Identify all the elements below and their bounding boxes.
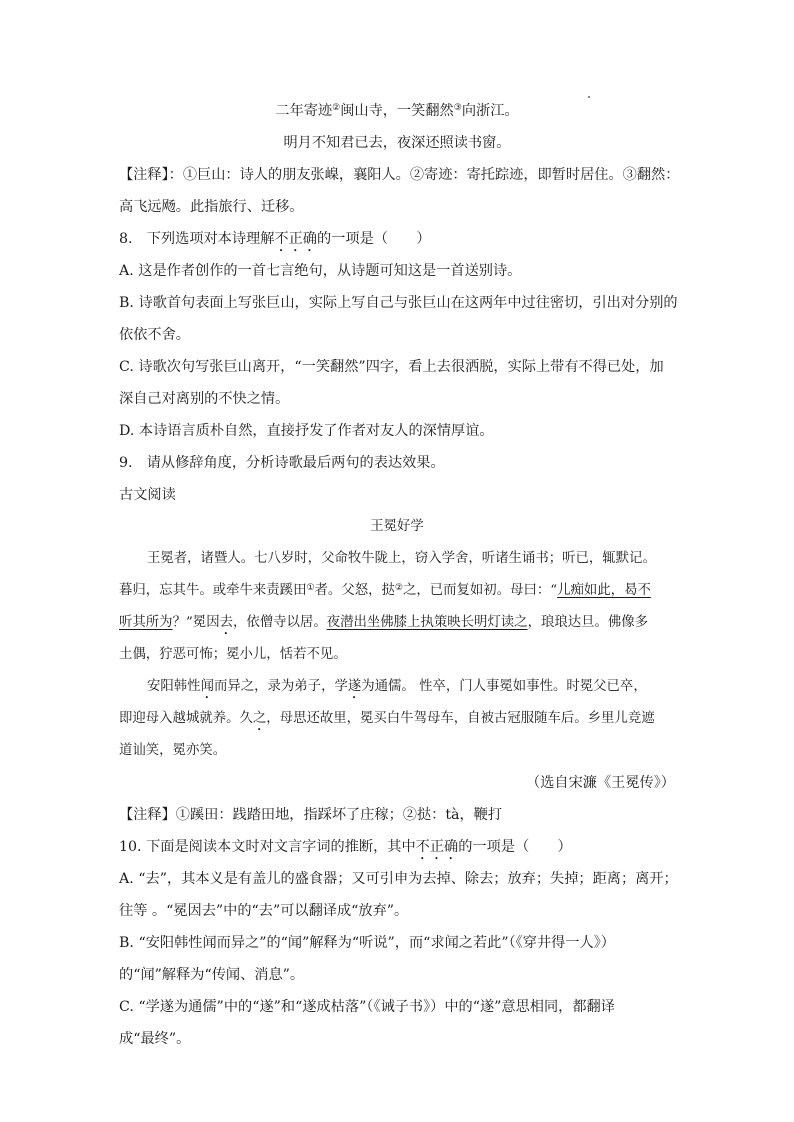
poem-line-2: 明月不知君已去，夜深还照读书窗。: [283, 135, 511, 151]
question-10-option-b-line-1: B. “安阳韩性闻而异之”的“闻”解释为“听说”，而“求闻之若此”（《穿井得一人》）: [119, 935, 615, 951]
passage-p2-line-1: 安阳韩性闻而异之，录为弟子，学遂为通儒。 性卒，门人事冕如事性。时冕父已卒，: [147, 679, 647, 694]
passage-title: 王冕好学: [370, 519, 424, 534]
passage-source: （选自宋濂《王冕传》）: [526, 775, 675, 791]
passage-p2-line-2: 即迎母入越城就养。久之，母思还故里，冕买白牛驾母车，自被古冠服随车后。乡里儿竞遮: [119, 711, 655, 726]
passage-p1-line-3: 听其所为？”冕因去，依僧寺以居。夜潜出坐佛膝上执策映长明灯读之，琅琅达旦。佛像多: [119, 615, 649, 630]
poem-line-1: 二年寄迹②闽山寺，一笑翻然③向浙江。: [275, 103, 519, 119]
passage-p1-line-2: 暮归，忘其牛。或牵牛来责蹊田①者。父怒，挞②之，已而复如初。母曰：“儿痴如此，曷不: [119, 583, 651, 598]
passage-note: 【注释】①蹊田：践踏田地，指踩坏了庄稼；②挞：tà，鞭打: [119, 807, 503, 823]
question-8-option-c-line-1: C. 诗歌次句写张巨山离开，“一笑翻然”四字，看上去很洒脱，实际上带有不得已处，加: [119, 359, 664, 375]
question-8-stem: 8. 下列选项对本诗理解不正确的一项是（ ）: [119, 231, 431, 247]
question-10-option-c-line-1: C. “学遂为通儒”中的“遂”和“遂成枯落”（《诫子书》）中的“遂”意思相同，都翻译: [119, 999, 615, 1015]
question-8-option-d: D. 本诗语言质朴自然，直接抒发了作者对友人的深情厚谊。: [119, 423, 494, 439]
question-10-option-a-line-1: A. “去”，其本义是有盖儿的盛食器；又可引申为去掉、除去；放弃；失掉；距离；离开；: [119, 871, 678, 887]
question-8-option-b-line-1: B. 诗歌首句表面上写张巨山，实际上写自己与张巨山在这两年中过往密切，引出对分别的: [119, 295, 678, 311]
question-8-option-c-line-2: 深自己对离别的不快之情。: [119, 391, 290, 407]
passage-p1-line-4: 土偶，狞恶可怖；冕小儿，恬若不见。: [119, 647, 347, 662]
question-10-option-a-line-2: 往等 。“冕因去”中的“去”可以翻译成“放弃”。: [119, 903, 409, 919]
question-9: 9. 请从修辞角度，分析诗歌最后两句的表达效果。: [119, 455, 445, 471]
poem-note-line-2: 高飞远飏。此指旅行、迁移。: [119, 199, 304, 215]
passage-p2-line-3: 道讪笑，冕亦笑。: [119, 743, 227, 758]
question-10-option-b-line-2: 的“闻”解释为“传闻、消息”。: [119, 967, 305, 983]
question-10-stem: 10. 下面是阅读本文时对文言字词的推断，其中不正确的一项是（ ）: [119, 839, 572, 855]
section-heading: 古文阅读: [119, 487, 176, 503]
passage-p1-line-1: 王冕者，诸暨人。七八岁时，父命牧牛陇上，窃入学舍，听诸生诵书；听已，辄默记。: [147, 551, 656, 566]
question-8-option-b-line-2: 依依不舍。: [119, 327, 190, 343]
question-10-option-c-line-2: 成“最终”。: [119, 1031, 191, 1047]
poem-note-line-1: 【注释】：①巨山：诗人的朋友张嵲，襄阳人。②寄迹：寄托踪迹，即暂时居住。③翻然：: [119, 167, 680, 183]
question-8-option-a: A. 这是作者创作的一首七言绝句，从诗题可知这是一首送别诗。: [119, 263, 522, 279]
scan-speck: [588, 96, 590, 98]
